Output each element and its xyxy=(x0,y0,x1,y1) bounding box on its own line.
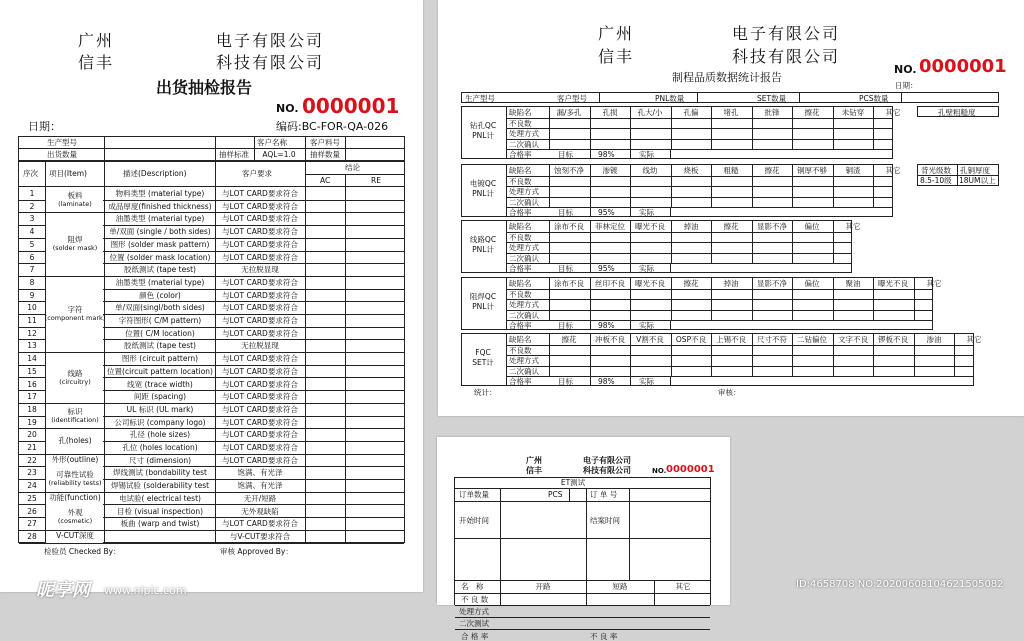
row-requirement: 与LOT CARD要求符合 xyxy=(222,189,298,198)
left-report-sheet xyxy=(0,0,423,592)
qc-row-label: 缺陷名 xyxy=(509,166,532,175)
qc-defect-name: 尺寸不符 xyxy=(757,335,787,344)
et-retest: 二次测试 xyxy=(459,619,489,628)
qc-row-label: 二次确认 xyxy=(509,198,539,207)
qc-defect-name: 线幼 xyxy=(642,166,658,175)
row-description: 目检 (visual inspection) xyxy=(116,507,204,516)
qc-row-label: 合格率 xyxy=(509,150,532,159)
qc-section xyxy=(461,277,942,330)
qc-defect-name: 粗糙 xyxy=(723,166,739,175)
row-seq: 11 xyxy=(27,316,37,325)
group-name: 孔(holes) xyxy=(58,436,92,445)
row-seq: 21 xyxy=(27,443,37,452)
qc-defect-name: 显影不净 xyxy=(757,222,787,231)
qc-section xyxy=(461,333,982,386)
qc-actual-label: 实际 xyxy=(639,208,654,217)
et-title: ET测试 xyxy=(560,478,586,487)
row-description: 电试验( electrical test) xyxy=(119,494,201,503)
backlight-copper-box xyxy=(917,164,999,186)
stats-label: 统计： xyxy=(474,388,497,397)
copper-label: 孔铜厚度 xyxy=(960,166,990,175)
qc-defect-name: 涂布不良 xyxy=(554,279,584,288)
right-no-prefix: NO. xyxy=(894,63,917,76)
et-defect-rate: 不 良 率 xyxy=(590,632,618,641)
row-seq: 15 xyxy=(27,367,37,376)
qc-defect-name: 二钻偏位 xyxy=(797,335,827,344)
row-requirement: 与LOT CARD要求符合 xyxy=(222,202,298,211)
qc-row-label: 缺陷名 xyxy=(509,108,532,117)
qc-defect-name: 菲林定位 xyxy=(595,222,625,231)
row-description: 胶纸测试 (tape test) xyxy=(124,265,196,274)
left-report-title: 出货抽检报告 xyxy=(156,78,253,97)
hdr-customer-part: 客户料号 xyxy=(310,138,340,147)
left-no-value: 0000001 xyxy=(302,94,400,118)
row-requirement: 与LOT CARD要求符合 xyxy=(222,303,298,312)
left-company-name-1: 电子有限公司 xyxy=(216,31,325,50)
qc-section-name: 电镀QC xyxy=(469,179,497,188)
right-hdr-cell: PNL数量 xyxy=(655,94,685,103)
row-description: 物料类型 (material type) xyxy=(115,189,205,198)
qc-row-label: 不良数 xyxy=(509,290,532,299)
row-description: 间距 (spacing) xyxy=(133,392,187,401)
row-requirement: 与LOT CARD要求符合 xyxy=(222,291,298,300)
row-requirement: 与LOT CARD要求符合 xyxy=(222,367,298,376)
row-description: 单/双面 (single / both sides) xyxy=(109,227,211,236)
qc-section xyxy=(461,220,861,273)
approved-by-label: 审核 Approved By： xyxy=(220,547,293,556)
group-name: 外观 xyxy=(67,508,83,517)
et-company-name-1: 电子有限公司 xyxy=(583,456,631,465)
row-description: 位置 (solder mask location) xyxy=(109,253,211,262)
qc-defect-name: 偏位 xyxy=(804,279,820,288)
row-seq: 6 xyxy=(29,253,35,262)
qc-section xyxy=(461,164,901,217)
right-header-row xyxy=(461,92,999,103)
row-description: 位置( C/M location) xyxy=(125,329,195,338)
row-description: 位置(circuit pattern location) xyxy=(107,367,213,376)
qc-row-label: 不良数 xyxy=(509,119,532,128)
row-seq: 25 xyxy=(27,494,37,503)
qc-section-unit: PNL计 xyxy=(472,131,494,140)
row-description: 颜色 (color) xyxy=(139,291,181,300)
group-name-en: (cosmetic) xyxy=(57,517,93,525)
qc-row-label: 处理方式 xyxy=(509,356,539,365)
row-seq: 4 xyxy=(29,227,35,236)
row-seq: 13 xyxy=(27,341,37,350)
row-requirement: 与LOT CARD要求符合 xyxy=(222,354,298,363)
group-name: 字符 xyxy=(67,305,83,314)
qc-target-value: 98% xyxy=(598,150,615,159)
right-no-value: 0000001 xyxy=(919,56,1007,77)
qc-section-unit: SET计 xyxy=(472,358,494,367)
qc-defect-name: 渗镀 xyxy=(602,166,618,175)
group-name-en: (identification) xyxy=(51,416,99,424)
row-requirement: 饱满、有光泽 xyxy=(237,468,283,477)
col-req: 客户要求 xyxy=(242,169,272,178)
qc-defect-name: 擦花 xyxy=(723,222,739,231)
qc-defect-name: 孔偏 xyxy=(683,108,699,117)
row-description: 孔位 (holes location) xyxy=(122,443,198,452)
et-company-city-2: 信丰 xyxy=(526,466,542,475)
row-seq: 23 xyxy=(27,468,37,477)
qc-defect-name: 烧板 xyxy=(683,166,699,175)
qc-defect-name: 曝光不良 xyxy=(878,279,908,288)
row-requirement: 无拉脱显现 xyxy=(241,341,279,350)
row-description: 字符图形( C/M pattern) xyxy=(118,316,202,325)
left-no-prefix: NO. xyxy=(276,102,299,115)
qc-target-label: 目标 xyxy=(558,264,573,273)
watermark-url: www.nipic.com xyxy=(104,584,187,597)
qc-defect-name: 聚油 xyxy=(845,279,861,288)
row-requirement: 与LOT CARD要求符合 xyxy=(222,214,298,223)
et-short: 短路 xyxy=(612,582,628,591)
qc-actual-label: 实际 xyxy=(639,150,654,159)
hdr-sampling-std: 抽样标准 xyxy=(219,150,249,159)
row-description: 胶纸测试 (tape test) xyxy=(124,341,196,350)
row-requirement: 与LOT CARD要求符合 xyxy=(222,227,298,236)
qc-row-label: 处理方式 xyxy=(509,187,539,196)
qc-defect-name: 堵孔 xyxy=(723,108,739,117)
qc-defect-name: 其它 xyxy=(885,166,901,175)
qc-target-label: 目标 xyxy=(558,150,573,159)
qc-row-label: 合格率 xyxy=(509,208,532,217)
qc-defect-name: 其它 xyxy=(845,222,861,231)
right-company-name-1: 电子有限公司 xyxy=(732,24,841,43)
et-start-time: 开始时间 xyxy=(459,516,489,525)
qc-row-label: 不良数 xyxy=(509,177,532,186)
row-requirement: 与LOT CARD要求符合 xyxy=(222,443,298,452)
left-company-city-2: 信丰 xyxy=(78,53,115,72)
et-handling: 处理方式 xyxy=(459,607,489,616)
et-pass-rate: 合 格 率 xyxy=(461,632,489,641)
left-company-city-1: 广州 xyxy=(78,31,115,50)
qc-section-name: 线路QC xyxy=(469,235,497,244)
right-hdr-cell: PCS数量 xyxy=(859,94,889,103)
qc-defect-name: 未钻穿 xyxy=(841,108,865,117)
qc-target-value: 95% xyxy=(598,264,615,273)
left-header-grid xyxy=(18,136,405,161)
qc-row-label: 二次确认 xyxy=(509,367,539,376)
qc-defect-name: 掉油 xyxy=(723,279,739,288)
row-requirement: 饱满、有光泽 xyxy=(237,481,283,490)
et-name-label: 名 称 xyxy=(461,582,484,591)
et-other: 其它 xyxy=(675,582,691,591)
row-description: 线宽 (trace width) xyxy=(127,380,193,389)
row-seq: 3 xyxy=(29,214,35,223)
row-seq: 27 xyxy=(27,519,37,528)
qc-section xyxy=(461,106,901,159)
qc-defect-name: 渗油 xyxy=(926,335,942,344)
et-open: 开路 xyxy=(535,582,551,591)
hdr-customer-name: 客户名称 xyxy=(257,138,287,147)
et-end-time: 结案时间 xyxy=(590,516,620,525)
group-name: 板料 xyxy=(67,191,83,200)
et-no-value: 0000001 xyxy=(666,464,715,475)
hdr-product-no: 生产型号 xyxy=(47,138,77,147)
qc-section-unit: PNL计 xyxy=(472,302,494,311)
row-seq: 1 xyxy=(29,189,35,198)
row-description: 油墨类型 (material type) xyxy=(115,278,205,287)
row-description: 单/双面(singl/both sides) xyxy=(115,303,205,312)
qc-defect-name: 其它 xyxy=(926,279,942,288)
backlight-label: 背光级数 xyxy=(921,166,951,175)
qc-defect-name: 锣板不良 xyxy=(878,335,908,344)
et-pcs: PCS xyxy=(548,490,563,499)
row-seq: 14 xyxy=(27,354,37,363)
qc-section-name: 阻焊QC xyxy=(469,292,497,301)
row-description: 图形 (circuit pattern) xyxy=(121,354,199,363)
row-seq: 10 xyxy=(27,303,37,312)
backlight-value: 8.5-10级 xyxy=(920,176,952,185)
qc-section-unit: PNL计 xyxy=(472,245,494,254)
group-name-en: (circuitry) xyxy=(59,378,91,386)
row-requirement: 与LOT CARD要求符合 xyxy=(222,519,298,528)
row-seq: 19 xyxy=(27,418,37,427)
row-requirement: 与LOT CARD要求符合 xyxy=(222,278,298,287)
qc-defect-name: 其它 xyxy=(966,335,982,344)
qc-row-label: 不良数 xyxy=(509,346,532,355)
qc-row-label: 二次确认 xyxy=(509,140,539,149)
col-desc: 描述(Description) xyxy=(123,169,187,178)
qc-defect-name: 漏/多孔 xyxy=(556,108,582,117)
row-requirement: 与LOT CARD要求符合 xyxy=(222,316,298,325)
group-name-en: (solder mask) xyxy=(52,244,98,252)
row-seq: 2 xyxy=(29,202,35,211)
qc-actual-label: 实际 xyxy=(639,321,654,330)
qc-defect-name: 铜厚不够 xyxy=(797,166,827,175)
row-seq: 28 xyxy=(27,532,37,541)
row-seq: 17 xyxy=(27,392,37,401)
wall-quality-box xyxy=(917,106,999,117)
qc-section-unit: PNL计 xyxy=(472,189,494,198)
qc-section-name: 钻孔QC xyxy=(469,121,497,130)
right-hdr-cell: 客户型号 xyxy=(557,94,587,103)
qc-defect-name: 丝印不良 xyxy=(595,279,625,288)
hdr-aql: AQL=1.0 xyxy=(262,150,296,159)
row-requirement: 与LOT CARD要求符合 xyxy=(222,329,298,338)
row-description: 尺寸 (dimension) xyxy=(128,456,192,465)
left-inspection-table xyxy=(18,161,405,543)
group-name: 可靠性试验 xyxy=(56,470,94,479)
right-company-city-2: 信丰 xyxy=(598,47,635,66)
qc-target-value: 98% xyxy=(598,377,615,386)
qc-section-name: FQC xyxy=(475,348,491,357)
qc-defect-name: 偏位 xyxy=(804,222,820,231)
row-seq: 18 xyxy=(27,405,37,414)
col-item: 项目(Item) xyxy=(49,169,87,178)
qc-defect-name: 孔损 xyxy=(602,108,618,117)
qc-row-label: 缺陷名 xyxy=(509,279,532,288)
review-label: 审核： xyxy=(718,388,741,397)
qc-row-label: 合格率 xyxy=(509,321,532,330)
row-description: UL 标识 (UL mark) xyxy=(126,405,194,414)
row-requirement: 与LOT CARD要求符合 xyxy=(222,392,298,401)
row-description: 成品厚度(finished thickness) xyxy=(108,202,212,211)
qc-actual-label: 实际 xyxy=(639,264,654,273)
qc-defect-name: 擦花 xyxy=(561,335,577,344)
row-divider xyxy=(19,543,404,544)
hdr-sample-qty: 抽样数量 xyxy=(310,150,340,159)
right-company-city-1: 广州 xyxy=(598,24,635,43)
row-description: 公司标识 (company logo) xyxy=(114,418,206,427)
left-date-label: 日期： xyxy=(28,120,61,133)
row-seq: 12 xyxy=(27,329,37,338)
qc-target-value: 95% xyxy=(598,208,615,217)
qc-row-label: 二次确认 xyxy=(509,311,539,320)
et-defect-qty: 不 良 数 xyxy=(461,595,489,604)
qc-defect-name: 孔大/小 xyxy=(637,108,663,117)
et-test-sheet xyxy=(437,437,730,641)
qc-row-label: 不良数 xyxy=(509,233,532,242)
group-name: V-CUT深度 xyxy=(56,531,94,540)
left-company-name-2: 科技有限公司 xyxy=(216,53,325,72)
row-seq: 7 xyxy=(29,265,35,274)
row-requirement: 与V-CUT要求符合 xyxy=(229,532,291,541)
qc-row-label: 处理方式 xyxy=(509,243,539,252)
right-date-label: 日期： xyxy=(895,81,918,90)
et-company-name-2: 科技有限公司 xyxy=(583,466,631,475)
qc-defect-name: 蚀刻不净 xyxy=(554,166,584,175)
row-description: 油墨类型 (material type) xyxy=(115,214,205,223)
qc-defect-name: 其它 xyxy=(885,108,901,117)
row-requirement: 与LOT CARD要求符合 xyxy=(222,253,298,262)
group-name: 标识 xyxy=(67,407,83,416)
col-re: RE xyxy=(371,176,381,185)
qc-defect-name: 擦花 xyxy=(683,279,699,288)
qc-target-label: 目标 xyxy=(558,377,573,386)
et-company-city-1: 广州 xyxy=(526,456,542,465)
et-no-prefix: NO. xyxy=(652,467,667,475)
qc-row-label: 合格率 xyxy=(509,264,532,273)
group-name-en: (laminate) xyxy=(58,200,92,208)
row-description: 焊锡试验 (solderability test xyxy=(110,481,210,490)
right-hdr-cell: SET数量 xyxy=(757,94,787,103)
group-name: 外形(outline) xyxy=(51,455,99,464)
group-name: 功能(function) xyxy=(49,493,101,502)
row-requirement: 与LOT CARD要求符合 xyxy=(222,380,298,389)
qc-defect-name: 涂布不良 xyxy=(554,222,584,231)
qc-target-label: 目标 xyxy=(558,208,573,217)
qc-defect-name: 文字不良 xyxy=(838,335,868,344)
row-seq: 16 xyxy=(27,380,37,389)
watermark-logo: 昵享网 xyxy=(36,580,90,601)
qc-row-label: 缺陷名 xyxy=(509,335,532,344)
row-requirement: 无外观缺陷 xyxy=(241,507,279,516)
et-order-no: 订 单 号 xyxy=(590,490,618,499)
checked-by-label: 检验员 Checked By： xyxy=(44,547,121,556)
qc-target-label: 目标 xyxy=(558,321,573,330)
col-seq: 序次 xyxy=(23,169,38,178)
wall-quality-label: 孔壁粗糙度 xyxy=(938,108,976,117)
group-name-en: (component mark) xyxy=(44,314,106,322)
row-description: 图形 (solder mask pattern) xyxy=(110,240,210,249)
qc-defect-name: 擦花 xyxy=(764,166,780,175)
right-report-title: 制程品质数据统计报告 xyxy=(672,71,782,84)
qc-row-label: 缺陷名 xyxy=(509,222,532,231)
row-seq: 9 xyxy=(29,291,35,300)
copper-value: 18UM以上 xyxy=(959,176,996,185)
right-company-name-2: 科技有限公司 xyxy=(732,47,841,66)
right-hdr-cell: 生产型号 xyxy=(465,94,495,103)
qc-actual-label: 实际 xyxy=(639,377,654,386)
et-table xyxy=(454,477,711,641)
group-name-en: (reliability tests) xyxy=(48,479,102,487)
qc-defect-name: 冲板不良 xyxy=(595,335,625,344)
qc-defect-name: 上锡不良 xyxy=(716,335,746,344)
qc-defect-name: OSP不良 xyxy=(675,335,707,344)
qc-row-label: 合格率 xyxy=(509,377,532,386)
row-seq: 5 xyxy=(29,240,35,249)
row-requirement: 与LOT CARD要求符合 xyxy=(222,430,298,439)
row-description: 焊线测试 (bondability test xyxy=(113,468,207,477)
hdr-ship-qty: 出货数量 xyxy=(47,150,77,159)
row-requirement: 无开/短路 xyxy=(243,494,277,503)
row-seq: 20 xyxy=(27,430,37,439)
row-requirement: 无拉脱显现 xyxy=(241,265,279,274)
row-requirement: 与LOT CARD要求符合 xyxy=(222,418,298,427)
row-requirement: 与LOT CARD要求符合 xyxy=(222,456,298,465)
right-report-sheet xyxy=(438,0,1024,416)
qc-defect-name: 批锋 xyxy=(764,108,780,117)
row-requirement: 与LOT CARD要求符合 xyxy=(222,405,298,414)
row-description: 孔径 (hole sizes) xyxy=(129,430,191,439)
left-form-code: 编码:BC-FOR-QA-026 xyxy=(276,120,389,133)
qc-row-label: 处理方式 xyxy=(509,129,539,138)
qc-defect-name: V割不良 xyxy=(636,335,664,344)
qc-defect-name: 掉油 xyxy=(683,222,699,231)
qc-defect-name: 擦花 xyxy=(804,108,820,117)
row-seq: 8 xyxy=(29,278,35,287)
qc-row-label: 二次确认 xyxy=(509,254,539,263)
qc-defect-name: 曝光不良 xyxy=(635,222,665,231)
row-seq: 24 xyxy=(27,481,37,490)
col-ac: AC xyxy=(320,176,331,185)
row-seq: 22 xyxy=(27,456,37,465)
et-order-qty: 订单数量 xyxy=(459,490,489,499)
group-name: 线路 xyxy=(67,369,83,378)
qc-defect-name: 显影不净 xyxy=(757,279,787,288)
row-requirement: 与LOT CARD要求符合 xyxy=(222,240,298,249)
row-description: 板曲 (warp and twist) xyxy=(120,519,200,528)
qc-row-label: 处理方式 xyxy=(509,300,539,309)
qc-defect-name: 铜渣 xyxy=(845,166,861,175)
qc-defect-name: 曝光不良 xyxy=(635,279,665,288)
group-name: 阻焊 xyxy=(67,235,83,244)
row-seq: 26 xyxy=(27,507,37,516)
col-conclusion: 结论 xyxy=(345,163,360,172)
qc-target-value: 98% xyxy=(598,321,615,330)
watermark-id: ID:4658708 NO:20200608104621505082 xyxy=(796,579,1004,590)
